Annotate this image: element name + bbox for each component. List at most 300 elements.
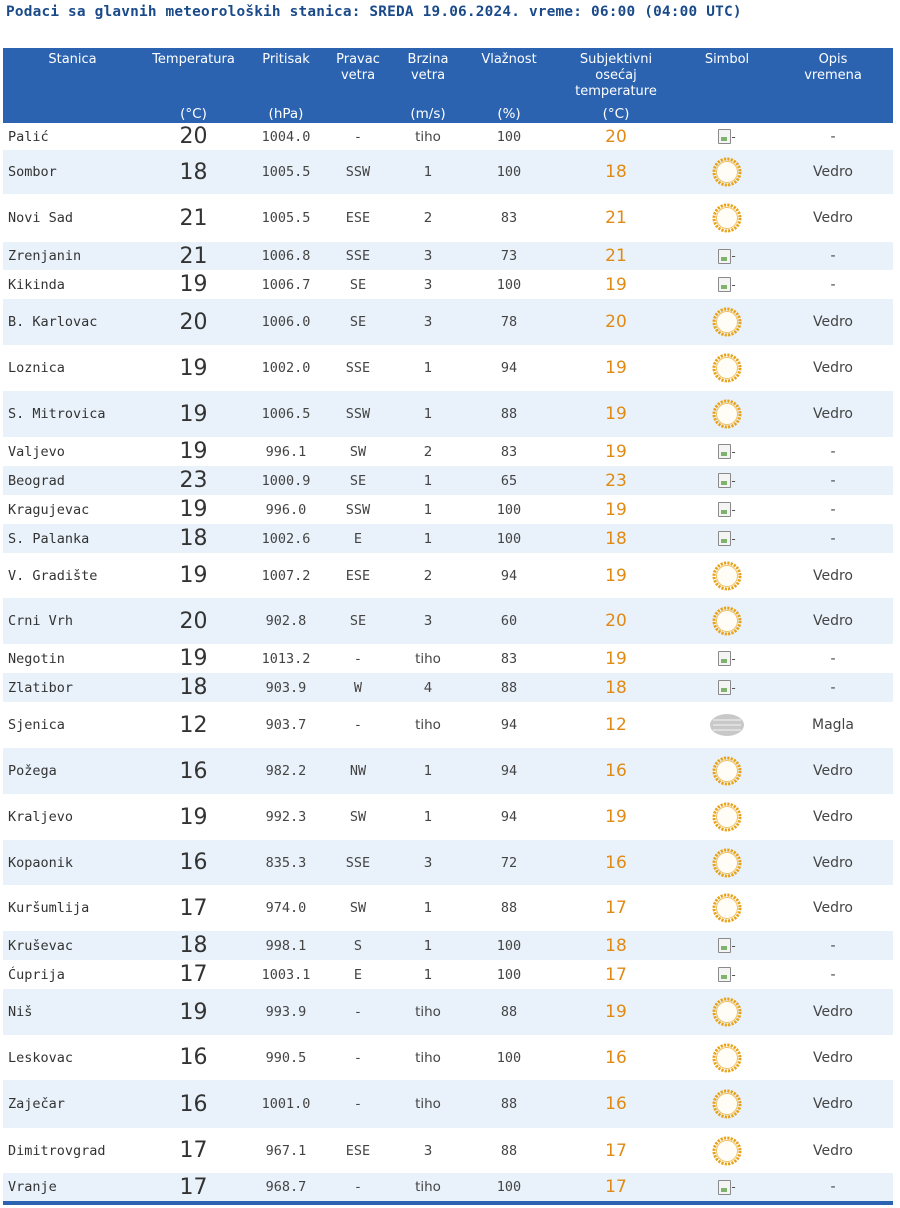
station-name: Zlatibor xyxy=(8,679,74,696)
table-row xyxy=(3,748,893,794)
page-caption: Podaci sa glavnih meteoroloških stanica: SREDA 19.06.2024. vreme: 06:00 (04:00 UTC) xyxy=(6,4,742,20)
pressure-value: 974.0 xyxy=(265,900,307,916)
table-row xyxy=(3,524,893,553)
feels-like-value: 23 xyxy=(605,470,627,491)
pressure-value: 1005.5 xyxy=(261,210,311,226)
temperature-value: 19 xyxy=(179,646,208,671)
pressure-value: 1006.8 xyxy=(261,248,311,264)
temperature-value: 16 xyxy=(179,1091,208,1117)
table-body xyxy=(3,123,893,1201)
table-row xyxy=(3,989,893,1035)
column-header-unit: (%) xyxy=(497,106,521,122)
column-header-label: Opis vremena xyxy=(804,52,862,83)
humidity-value: 94 xyxy=(500,360,518,376)
temperature-value: 17 xyxy=(179,962,208,987)
humidity-value: 100 xyxy=(496,128,522,145)
temperature-value: 16 xyxy=(179,758,208,784)
weather-description: Vedro xyxy=(812,360,853,376)
humidity-value: 88 xyxy=(500,1096,518,1112)
wind-speed-value: 1 xyxy=(423,360,433,376)
pressure-value: 967.1 xyxy=(265,1142,307,1159)
temperature-value: 19 xyxy=(179,355,208,381)
feels-like-value: 19 xyxy=(605,499,627,520)
station-name: B. Karlovac xyxy=(8,314,98,330)
station-name: Leskovac xyxy=(8,1049,74,1066)
station-name: Kikinda xyxy=(8,276,65,293)
wind-direction-value: SSE xyxy=(345,248,371,264)
wind-direction-value: - xyxy=(353,128,363,145)
wind-direction-value: - xyxy=(353,1179,363,1195)
wind-speed-value: 1 xyxy=(423,966,433,983)
humidity-value: 100 xyxy=(496,276,522,293)
temperature-value: 17 xyxy=(179,895,208,921)
station-name: Sombor xyxy=(8,164,57,180)
temperature-value: 18 xyxy=(179,526,208,551)
pressure-value: 1007.2 xyxy=(261,567,311,584)
temperature-value: 21 xyxy=(179,205,208,231)
station-name: Kuršumlija xyxy=(8,900,90,916)
table-bottom-border xyxy=(3,1201,893,1205)
feels-like-value: 21 xyxy=(605,246,627,266)
temperature-value: 19 xyxy=(179,272,208,297)
weather-description: Vedro xyxy=(812,613,853,629)
temperature-value: 16 xyxy=(179,1045,208,1070)
humidity-value: 88 xyxy=(500,679,518,696)
wind-speed-value: 1 xyxy=(423,900,433,916)
weather-description: Vedro xyxy=(812,1096,853,1112)
wind-direction-value: SW xyxy=(349,809,367,825)
temperature-value: 21 xyxy=(179,243,208,269)
pressure-value: 1001.0 xyxy=(261,1096,311,1112)
station-name: Palić xyxy=(8,128,49,145)
wind-direction-value: E xyxy=(353,966,363,983)
broken-image-icon: - xyxy=(681,967,773,982)
humidity-value: 100 xyxy=(496,530,522,547)
table-row xyxy=(3,553,893,598)
temperature-value: 20 xyxy=(179,608,208,634)
weather-table xyxy=(3,48,893,1201)
broken-image-icon: - xyxy=(681,651,773,666)
sun-outline-icon xyxy=(681,398,773,430)
humidity-value: 94 xyxy=(500,567,518,584)
column-header xyxy=(681,48,773,123)
pressure-value: 990.5 xyxy=(265,1049,307,1066)
temperature-value: 18 xyxy=(179,159,208,185)
feels-like-value: 19 xyxy=(605,565,627,586)
broken-image-icon: - xyxy=(681,531,773,546)
feels-like-value: 18 xyxy=(605,677,627,698)
wind-direction-value: - xyxy=(353,717,363,733)
weather-description: - xyxy=(830,530,836,547)
humidity-value: 94 xyxy=(500,809,518,825)
table-row xyxy=(3,1035,893,1080)
weather-description: - xyxy=(830,128,836,145)
wind-speed-value: 3 xyxy=(423,854,433,871)
weather-description: Vedro xyxy=(812,854,853,871)
pressure-value: 902.8 xyxy=(265,613,307,629)
station-name: Zrenjanin xyxy=(8,248,82,264)
column-header-label: Temperatura xyxy=(152,52,235,67)
broken-image-icon: - xyxy=(681,938,773,953)
wind-direction-value: SW xyxy=(349,900,367,916)
humidity-value: 60 xyxy=(500,613,518,629)
feels-like-value: 20 xyxy=(605,611,627,631)
wind-speed-value: 1 xyxy=(423,530,433,547)
wind-speed-value: tiho xyxy=(415,1004,441,1020)
weather-description: - xyxy=(830,443,836,460)
wind-direction-value: S xyxy=(353,937,363,954)
table-row xyxy=(3,673,893,702)
wind-speed-value: 1 xyxy=(423,501,433,518)
feels-like-value: 18 xyxy=(605,935,627,956)
wind-direction-value: SE xyxy=(349,276,367,293)
pressure-value: 1002.0 xyxy=(261,360,311,376)
broken-image-icon: - xyxy=(681,473,773,488)
table-row xyxy=(3,931,893,960)
wind-speed-value: 3 xyxy=(423,276,433,293)
humidity-value: 83 xyxy=(500,210,518,226)
table-row xyxy=(3,1080,893,1128)
column-header-label: Vlažnost xyxy=(481,52,537,67)
wind-speed-value: 1 xyxy=(423,809,433,825)
pressure-value: 1000.9 xyxy=(261,472,311,489)
table-row xyxy=(3,242,893,270)
table-row xyxy=(3,1173,893,1201)
wind-direction-value: SSW xyxy=(345,406,371,422)
feels-like-value: 16 xyxy=(605,1094,627,1114)
column-header xyxy=(3,48,142,123)
pressure-value: 1006.0 xyxy=(261,314,311,330)
weather-description: Vedro xyxy=(812,1049,853,1066)
wind-speed-value: 1 xyxy=(423,472,433,489)
feels-like-value: 16 xyxy=(605,852,627,873)
pressure-value: 996.1 xyxy=(265,443,307,460)
station-name: S. Palanka xyxy=(8,530,90,547)
sun-outline-icon xyxy=(681,847,773,879)
temperature-value: 18 xyxy=(179,933,208,958)
station-name: Kruševac xyxy=(8,937,74,954)
humidity-value: 100 xyxy=(496,937,522,954)
table-row xyxy=(3,466,893,495)
humidity-value: 83 xyxy=(500,443,518,460)
sun-outline-icon xyxy=(681,1042,773,1074)
column-header xyxy=(245,48,327,123)
wind-direction-value: - xyxy=(353,1004,363,1020)
column-header-label: Stanica xyxy=(48,52,97,67)
wind-speed-value: 1 xyxy=(423,763,433,779)
pressure-value: 998.1 xyxy=(265,937,307,954)
station-name: Kopaonik xyxy=(8,854,74,871)
humidity-value: 88 xyxy=(500,1004,518,1020)
weather-description: Vedro xyxy=(812,164,853,180)
station-name: Negotin xyxy=(8,650,65,667)
station-name: Dimitrovgrad xyxy=(8,1142,106,1159)
weather-description: - xyxy=(830,276,836,293)
station-name: Niš xyxy=(8,1004,33,1020)
wind-speed-value: tiho xyxy=(415,128,441,145)
column-header xyxy=(142,48,245,123)
wind-speed-value: tiho xyxy=(415,717,441,733)
table-row xyxy=(3,794,893,840)
humidity-value: 100 xyxy=(496,501,522,518)
humidity-value: 100 xyxy=(496,966,522,983)
sun-outline-icon xyxy=(681,1135,773,1167)
station-name: Ćuprija xyxy=(8,966,65,983)
sun-outline-icon xyxy=(681,202,773,234)
wind-speed-value: 2 xyxy=(423,210,433,226)
column-header-unit: (hPa) xyxy=(268,106,304,122)
wind-speed-value: 1 xyxy=(423,937,433,954)
station-name: Požega xyxy=(8,763,57,779)
pressure-value: 1004.0 xyxy=(261,128,311,145)
weather-description: Vedro xyxy=(812,1004,853,1020)
temperature-value: 19 xyxy=(179,804,208,830)
temperature-value: 20 xyxy=(179,124,208,149)
feels-like-value: 19 xyxy=(605,274,627,295)
broken-image-icon: - xyxy=(681,249,773,264)
wind-direction-value: SSE xyxy=(345,360,371,376)
weather-description: - xyxy=(830,248,836,264)
table-row xyxy=(3,598,893,644)
humidity-value: 88 xyxy=(500,900,518,916)
feels-like-value: 18 xyxy=(605,162,627,182)
wind-direction-value: SE xyxy=(349,613,367,629)
weather-description: Vedro xyxy=(812,1142,853,1159)
station-name: Zaječar xyxy=(8,1096,65,1112)
table-row xyxy=(3,150,893,194)
sun-outline-icon xyxy=(681,755,773,787)
station-name: Beograd xyxy=(8,472,65,489)
pressure-value: 1006.5 xyxy=(261,406,311,422)
humidity-value: 100 xyxy=(496,164,522,180)
sun-outline-icon xyxy=(681,352,773,384)
temperature-value: 19 xyxy=(179,497,208,522)
humidity-value: 88 xyxy=(500,1142,518,1159)
station-name: Sjenica xyxy=(8,717,65,733)
pressure-value: 992.3 xyxy=(265,809,307,825)
feels-like-value: 17 xyxy=(605,1140,627,1161)
table-row xyxy=(3,960,893,989)
column-header xyxy=(551,48,681,123)
wind-speed-value: 3 xyxy=(423,613,433,629)
humidity-value: 72 xyxy=(500,854,518,871)
wind-speed-value: tiho xyxy=(415,1049,441,1066)
column-header xyxy=(467,48,551,123)
column-header-label: Simbol xyxy=(704,52,750,67)
feels-like-value: 19 xyxy=(605,1002,627,1022)
wind-direction-value: - xyxy=(353,1096,363,1112)
column-header-unit: (°C) xyxy=(602,106,630,122)
pressure-value: 1005.5 xyxy=(261,164,311,180)
wind-direction-value: SE xyxy=(349,314,367,330)
broken-image-icon: - xyxy=(681,277,773,292)
wind-speed-value: 1 xyxy=(423,164,433,180)
weather-description: Vedro xyxy=(812,567,853,584)
pressure-value: 1013.2 xyxy=(261,650,311,667)
wind-direction-value: SE xyxy=(349,472,367,489)
humidity-value: 100 xyxy=(496,1049,522,1066)
wind-speed-value: 3 xyxy=(423,1142,433,1159)
column-header-label: Pravac vetra xyxy=(336,52,380,83)
temperature-value: 23 xyxy=(179,468,208,493)
table-row xyxy=(3,885,893,931)
feels-like-value: 20 xyxy=(605,312,627,332)
wind-speed-value: 2 xyxy=(423,567,433,584)
weather-description: - xyxy=(830,937,836,954)
station-name: Crni Vrh xyxy=(8,613,74,629)
pressure-value: 1002.6 xyxy=(261,530,311,547)
broken-image-icon: - xyxy=(681,129,773,144)
station-name: S. Mitrovica xyxy=(8,406,106,422)
pressure-value: 903.7 xyxy=(265,717,307,733)
table-row xyxy=(3,702,893,748)
weather-description: Vedro xyxy=(812,809,853,825)
fog-icon xyxy=(681,712,773,738)
weather-description: Vedro xyxy=(812,314,853,330)
pressure-value: 903.9 xyxy=(265,679,307,696)
wind-direction-value: NW xyxy=(349,763,367,779)
sun-outline-icon xyxy=(681,156,773,188)
humidity-value: 78 xyxy=(500,314,518,330)
column-header-unit: (m/s) xyxy=(410,106,446,122)
station-name: Valjevo xyxy=(8,443,65,460)
feels-like-value: 16 xyxy=(605,761,627,781)
station-name: Vranje xyxy=(8,1179,57,1195)
table-row xyxy=(3,840,893,885)
column-header xyxy=(327,48,389,123)
wind-direction-value: - xyxy=(353,650,363,667)
station-name: Kraljevo xyxy=(8,809,74,825)
column-header xyxy=(773,48,893,123)
table-row xyxy=(3,194,893,242)
pressure-value: 993.9 xyxy=(265,1004,307,1020)
table-row xyxy=(3,1128,893,1173)
weather-description: - xyxy=(830,1179,836,1195)
sun-outline-icon xyxy=(681,1088,773,1120)
temperature-value: 20 xyxy=(179,309,208,335)
station-name: V. Gradište xyxy=(8,567,98,584)
wind-speed-value: 3 xyxy=(423,314,433,330)
temperature-value: 16 xyxy=(179,850,208,875)
wind-speed-value: 2 xyxy=(423,443,433,460)
feels-like-value: 19 xyxy=(605,404,627,424)
column-header-label: Subjektivni osećaj temperature xyxy=(575,52,657,99)
pressure-value: 1006.7 xyxy=(261,276,311,293)
weather-description: - xyxy=(830,966,836,983)
humidity-value: 73 xyxy=(500,248,518,264)
temperature-value: 17 xyxy=(179,1174,208,1200)
wind-speed-value: tiho xyxy=(415,650,441,667)
humidity-value: 88 xyxy=(500,406,518,422)
wind-direction-value: SSE xyxy=(345,854,371,871)
station-name: Kragujevac xyxy=(8,501,90,518)
feels-like-value: 16 xyxy=(605,1047,627,1068)
weather-description: Vedro xyxy=(812,406,853,422)
weather-description: Vedro xyxy=(812,210,853,226)
table-row xyxy=(3,345,893,391)
table-row xyxy=(3,123,893,150)
broken-image-icon: - xyxy=(681,680,773,695)
feels-like-value: 17 xyxy=(605,964,627,985)
temperature-value: 19 xyxy=(179,439,208,464)
sun-outline-icon xyxy=(681,306,773,338)
wind-direction-value: W xyxy=(353,679,363,696)
sun-outline-icon xyxy=(681,605,773,637)
temperature-value: 12 xyxy=(179,712,208,738)
sun-outline-icon xyxy=(681,892,773,924)
table-row xyxy=(3,270,893,299)
wind-direction-value: SW xyxy=(349,443,367,460)
column-header xyxy=(389,48,467,123)
feels-like-value: 12 xyxy=(605,715,627,735)
column-header-label: Pritisak xyxy=(262,52,310,67)
weather-description: Magla xyxy=(811,717,854,733)
weather-description: - xyxy=(830,501,836,518)
table-row xyxy=(3,391,893,437)
feels-like-value: 19 xyxy=(605,648,627,669)
weather-description: Vedro xyxy=(812,900,853,916)
feels-like-value: 19 xyxy=(605,807,627,827)
pressure-value: 1003.1 xyxy=(261,966,311,983)
table-row xyxy=(3,299,893,345)
sun-outline-icon xyxy=(681,801,773,833)
temperature-value: 18 xyxy=(179,675,208,700)
table-header xyxy=(3,48,893,123)
weather-description: - xyxy=(830,650,836,667)
feels-like-value: 19 xyxy=(605,358,627,378)
table-row xyxy=(3,437,893,466)
feels-like-value: 20 xyxy=(605,126,627,147)
temperature-value: 17 xyxy=(179,1138,208,1163)
feels-like-value: 17 xyxy=(605,1177,627,1197)
sun-outline-icon xyxy=(681,996,773,1028)
feels-like-value: 21 xyxy=(605,208,627,228)
wind-direction-value: - xyxy=(353,1049,363,1066)
pressure-value: 968.7 xyxy=(265,1179,307,1195)
wind-speed-value: tiho xyxy=(415,1179,441,1195)
humidity-value: 65 xyxy=(500,472,518,489)
wind-direction-value: ESE xyxy=(345,1142,371,1159)
humidity-value: 94 xyxy=(500,763,518,779)
temperature-value: 19 xyxy=(179,563,208,588)
wind-direction-value: E xyxy=(353,530,363,547)
feels-like-value: 19 xyxy=(605,441,627,462)
wind-direction-value: ESE xyxy=(345,210,371,226)
wind-direction-value: SSW xyxy=(345,164,371,180)
humidity-value: 100 xyxy=(496,1179,522,1195)
column-header-unit: (°C) xyxy=(180,106,207,122)
wind-direction-value: ESE xyxy=(345,567,371,584)
temperature-value: 19 xyxy=(179,401,208,427)
feels-like-value: 18 xyxy=(605,528,627,549)
weather-description: - xyxy=(830,472,836,489)
table-row xyxy=(3,495,893,524)
pressure-value: 996.0 xyxy=(265,501,307,518)
broken-image-icon: - xyxy=(681,1180,773,1195)
temperature-value: 19 xyxy=(179,999,208,1025)
pressure-value: 982.2 xyxy=(265,763,307,779)
broken-image-icon: - xyxy=(681,444,773,459)
feels-like-value: 17 xyxy=(605,898,627,918)
wind-speed-value: tiho xyxy=(415,1096,441,1112)
wind-speed-value: 3 xyxy=(423,248,433,264)
station-name: Novi Sad xyxy=(8,210,74,226)
column-header-label: Brzina vetra xyxy=(407,52,449,83)
humidity-value: 83 xyxy=(500,650,518,667)
broken-image-icon: - xyxy=(681,502,773,517)
table-row xyxy=(3,644,893,673)
sun-outline-icon xyxy=(681,560,773,592)
